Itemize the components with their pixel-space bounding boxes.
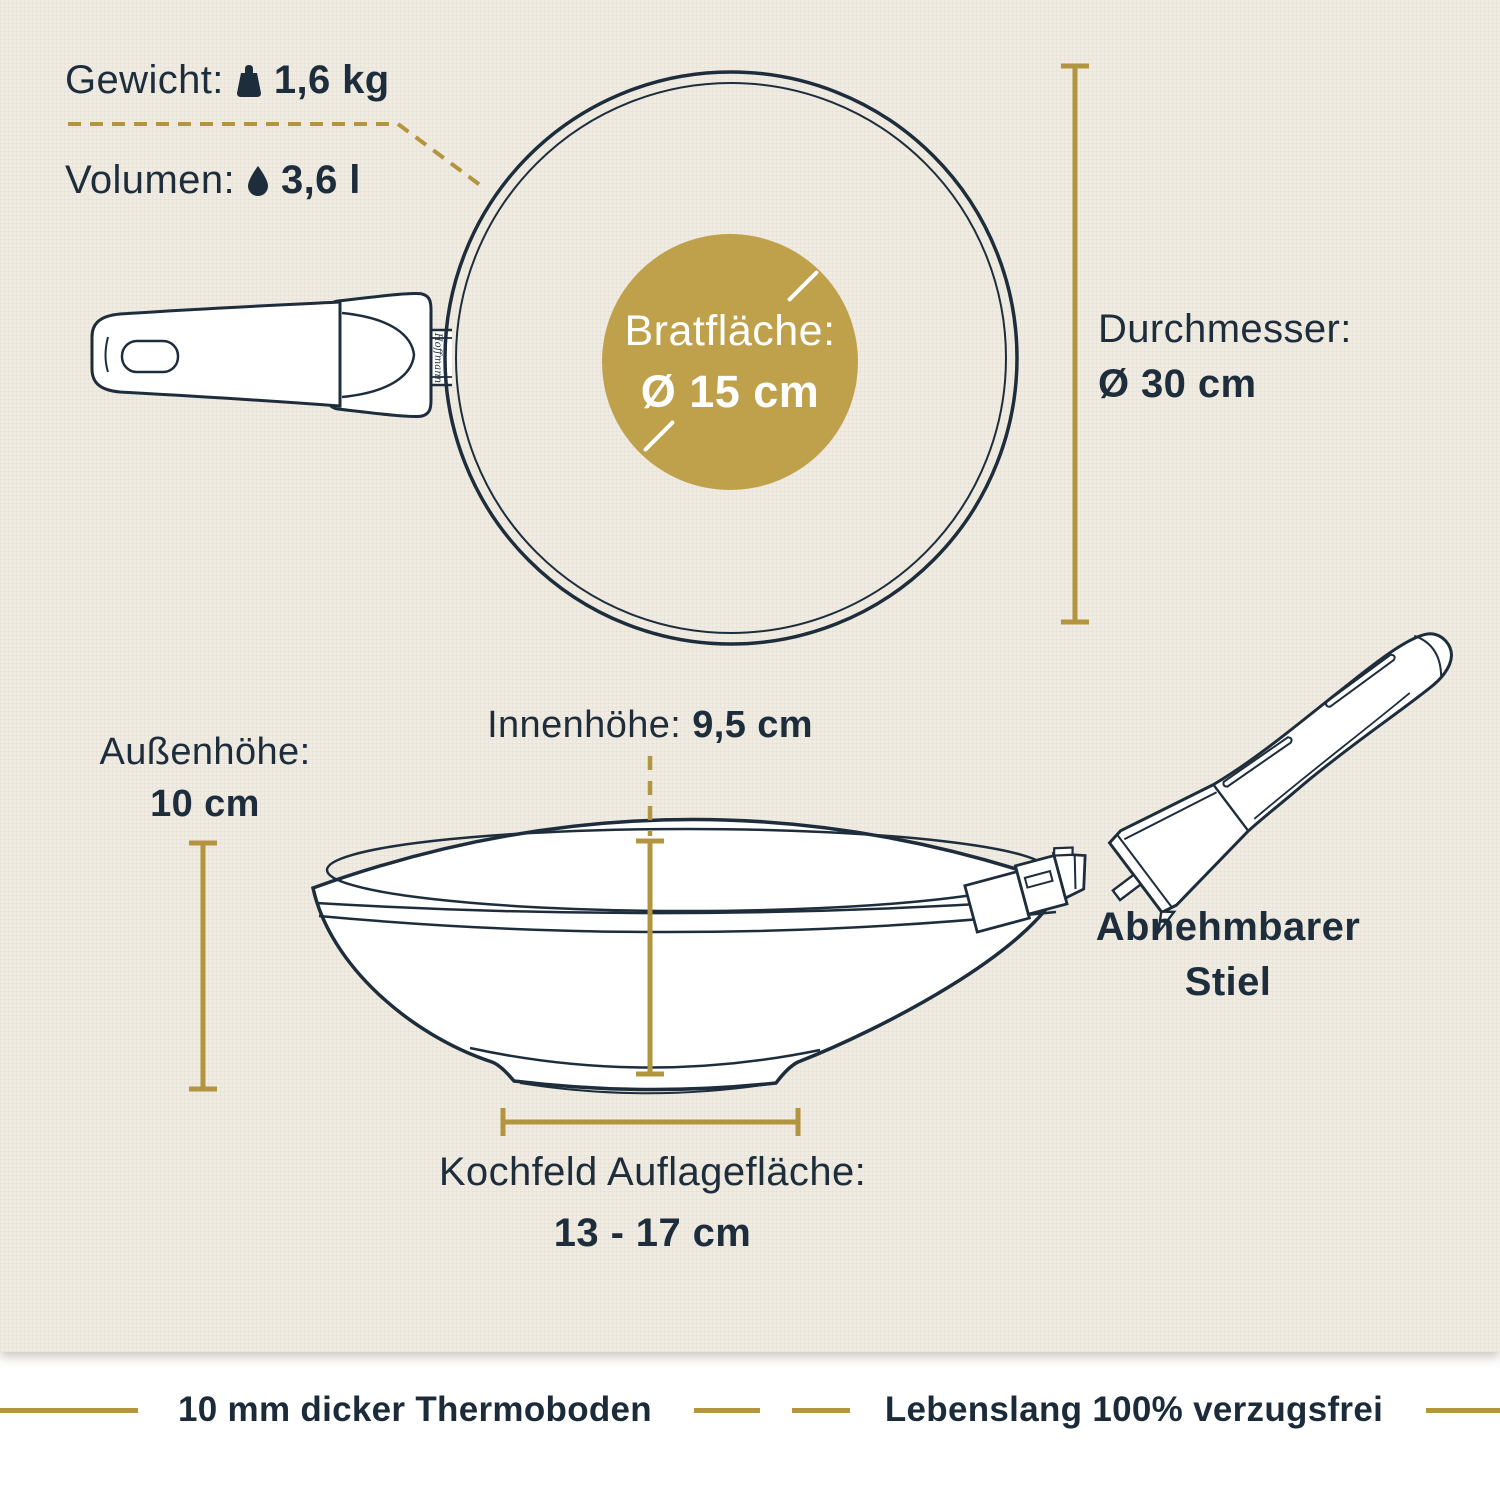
innenhoehe-value: 9,5 cm [692,704,813,746]
wok-handle-stub [961,841,1097,932]
aussenhoehe-spec [55,726,355,831]
brand-signature: Hoffmann [432,332,443,384]
slash-icon [643,420,676,453]
durchmesser-value: Ø 30 cm [1098,362,1257,407]
bratflaeche-badge [602,234,858,490]
stiel-line2: Stiel [1184,960,1272,1005]
slash-icon [787,270,820,303]
droplet-icon [247,166,269,196]
aussenhoehe-value: 10 cm [150,783,260,826]
innenhoehe-label: Innenhöhe: [487,704,693,746]
detached-handle [1087,606,1482,939]
aussenhoehe-label: Außenhöhe: [99,731,311,773]
bratflaeche-label: Bratfläche: [624,306,836,355]
volumen-value: 3,6 l [280,158,361,202]
kochfeld-spec [395,1150,910,1256]
durchmesser-spec [1098,302,1352,412]
gewicht-label: Gewicht: [65,58,224,102]
handle-hole [122,341,178,372]
kochfeld-value: 13 - 17 cm [553,1211,752,1255]
gewicht-spec [65,58,390,103]
gewicht-value: 1,6 kg [273,58,390,102]
weight-icon [236,64,262,98]
footer-claim-right: Lebenslang 100% verzugsfrei [884,1390,1384,1429]
volumen-label: Volumen: [65,158,235,202]
innenhoehe-spec [375,704,925,747]
durchmesser-label: Durchmesser: [1098,307,1352,351]
bratflaeche-value: Ø 15 cm [640,365,820,417]
volumen-spec [65,158,361,203]
wok-side-view [313,819,1097,1093]
kochfeld-label: Kochfeld Auflagefläche: [438,1150,867,1194]
wok-body [313,819,1062,1089]
abnehmbarer-stiel-label [1078,900,1378,1010]
detached-handle-body [1108,606,1476,915]
handle-pin [1113,875,1141,900]
footer-claim-left: 10 mm dicker Thermoboden [178,1390,652,1429]
stiel-line1: Abnehmbarer [1095,905,1361,949]
